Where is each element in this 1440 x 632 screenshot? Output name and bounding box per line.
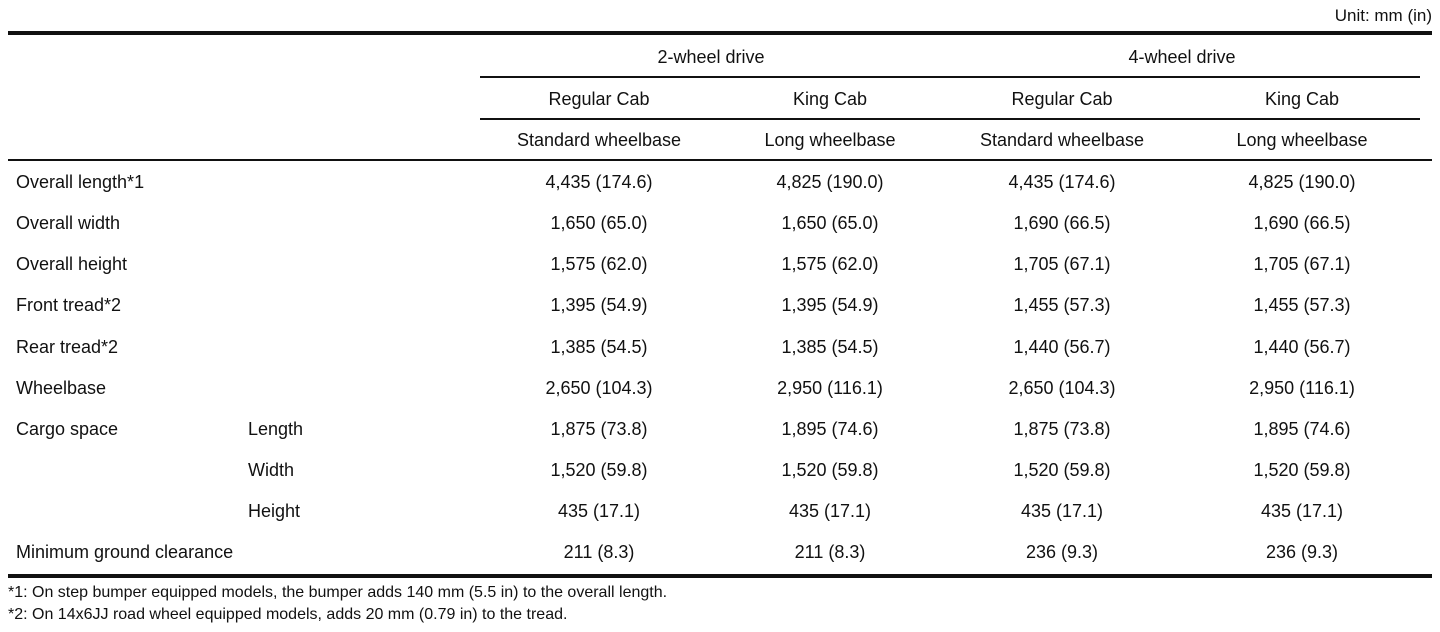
group-header-rule: [480, 76, 1420, 78]
table-cell: 1,575 (62.0): [781, 254, 879, 274]
row-sublabel: Length: [248, 419, 304, 439]
table-cell: 1,455 (57.3): [1253, 295, 1351, 315]
table-cell: 2,950 (116.1): [1249, 378, 1355, 398]
header-bottom-rule: [8, 159, 1432, 161]
row-label: Front tread*2: [16, 295, 122, 315]
cab-header-rule: [480, 118, 1420, 120]
row-sublabel: Width: [248, 460, 295, 480]
row-sublabel: Height: [248, 501, 301, 521]
table-cell: 1,875 (73.8): [550, 419, 648, 439]
table-cell: 1,895 (74.6): [1253, 419, 1351, 439]
wheelbase-header: Standard wheelbase: [516, 130, 682, 150]
cab-header: Regular Cab: [1011, 89, 1113, 109]
table-cell: 211 (8.3): [794, 542, 866, 562]
cab-header: Regular Cab: [548, 89, 650, 109]
cab-header: King Cab: [1264, 89, 1340, 109]
table-cell: 1,575 (62.0): [550, 254, 648, 274]
table-cell: 1,875 (73.8): [1013, 419, 1111, 439]
wheelbase-header: Standard wheelbase: [979, 130, 1145, 150]
wheelbase-header: Long wheelbase: [764, 130, 896, 150]
group-header-2wd: 2-wheel drive: [657, 47, 765, 67]
table-cell: 435 (17.1): [557, 501, 641, 521]
table-cell: 1,520 (59.8): [781, 460, 879, 480]
table-cell: 1,385 (54.5): [550, 337, 648, 357]
wheelbase-header: Long wheelbase: [1236, 130, 1368, 150]
unit-note: Unit: mm (in): [1334, 6, 1432, 25]
table-cell: 211 (8.3): [563, 542, 635, 562]
row-label: Minimum ground clearance: [16, 542, 234, 562]
table-cell: 1,650 (65.0): [781, 213, 879, 233]
row-label: Rear tread*2: [16, 337, 119, 357]
table-cell: 1,705 (67.1): [1253, 254, 1351, 274]
table-cell: 1,385 (54.5): [781, 337, 879, 357]
table-top-rule: [8, 31, 1432, 35]
table-cell: 1,705 (67.1): [1013, 254, 1111, 274]
table-cell: 2,950 (116.1): [777, 378, 883, 398]
table-cell: 4,825 (190.0): [1248, 172, 1356, 192]
table-cell: 1,395 (54.9): [781, 295, 879, 315]
footnote-1: *1: On step bumper equipped models, the bumper adds 140 mm (5.5 in) to the overall length.: [8, 584, 668, 601]
table-cell: 236 (9.3): [1025, 542, 1099, 562]
table-cell: 1,690 (66.5): [1013, 213, 1111, 233]
table-cell: 4,825 (190.0): [776, 172, 884, 192]
table-cell: 1,395 (54.9): [550, 295, 648, 315]
table-cell: 1,520 (59.8): [1253, 460, 1351, 480]
table-cell: 4,435 (174.6): [545, 172, 653, 192]
table-cell: 435 (17.1): [1260, 501, 1344, 521]
table-cell: 1,440 (56.7): [1013, 337, 1111, 357]
table-cell: 1,440 (56.7): [1253, 337, 1351, 357]
table-cell: 1,650 (65.0): [550, 213, 648, 233]
table-cell: 1,895 (74.6): [781, 419, 879, 439]
table-bottom-rule: [8, 574, 1432, 578]
row-label: Overall length*1: [16, 172, 145, 192]
table-cell: 236 (9.3): [1265, 542, 1339, 562]
table-cell: 4,435 (174.6): [1008, 172, 1116, 192]
group-header-4wd: 4-wheel drive: [1128, 47, 1236, 67]
table-cell: 1,455 (57.3): [1013, 295, 1111, 315]
cab-header: King Cab: [792, 89, 868, 109]
table-cell: 1,520 (59.8): [550, 460, 648, 480]
table-cell: 2,650 (104.3): [545, 378, 653, 398]
table-cell: 1,690 (66.5): [1253, 213, 1351, 233]
row-label: Overall height: [16, 254, 128, 274]
table-cell: 1,520 (59.8): [1013, 460, 1111, 480]
row-label: Cargo space: [16, 419, 119, 439]
table-cell: 435 (17.1): [788, 501, 872, 521]
footnote-2: *2: On 14x6JJ road wheel equipped models, adds 20 mm (0.79 in) to the tread.: [8, 606, 568, 623]
row-label: Wheelbase: [16, 378, 107, 398]
table-cell: 2,650 (104.3): [1008, 378, 1116, 398]
table-cell: 435 (17.1): [1020, 501, 1104, 521]
row-label: Overall width: [16, 213, 121, 233]
